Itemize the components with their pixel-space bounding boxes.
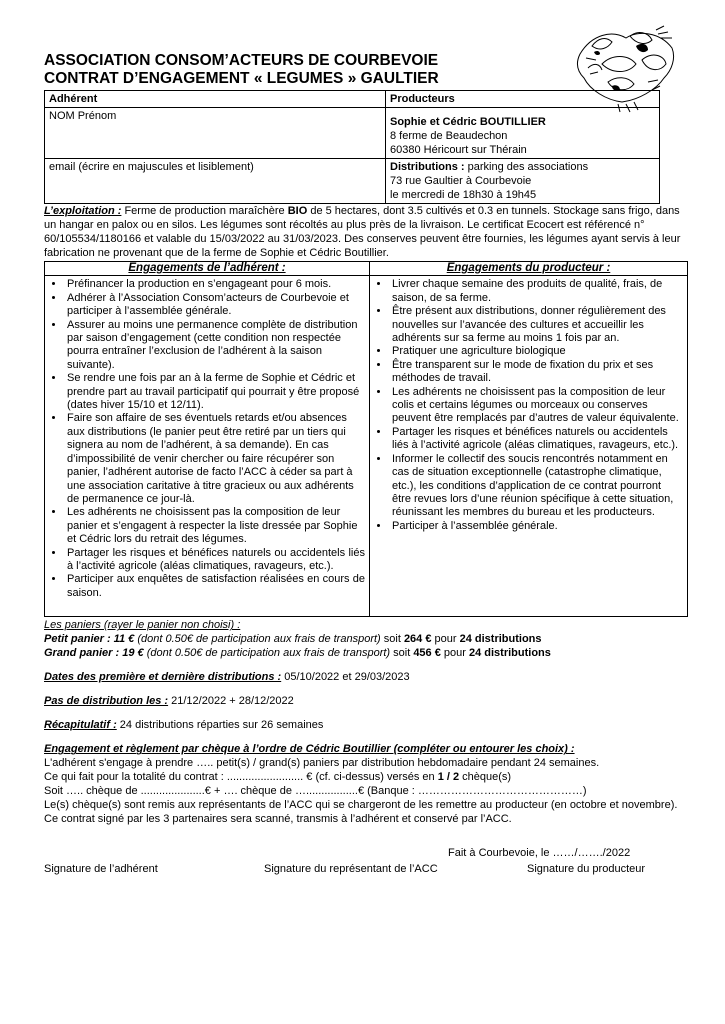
list-item: • Livrer chaque semaine des produits de qualité, frais, de saison, de sa ferme. [390,278,683,305]
exploitation-label: L’exploitation : [44,205,122,217]
cheque-count-choice[interactable]: 1 / 2 [437,771,460,784]
distributions-label: Distributions : [390,161,465,173]
exploitation-text2: de 5 hectares, dont 3.5 cultivés et 0.3 en tunnels. Stockage sans frigo, dans un hangar en palox ou en silos. Les légumes sont récoltés au plus près de la livraison. Le certificat Ecocert est référencé n° 60/105534/1180166 et valable du 15/03/2022 au 31/03/2023. Des conserves peuvent être fournies, les légumes ayant servis à leur fabrication ne provenant que de la ferme de Sophie et Cédric Boutillier. [44,205,681,259]
grand-panier-label: Grand panier : 19 € [44,647,144,660]
exploitation-paragraph [44,204,684,260]
grand-distributions: 24 distributions [468,647,551,660]
reglement-line2-text: Ce qui fait pour la totalité du contrat : ......................... € (cf. ci-dessus) versés en [44,771,438,784]
list-item: • Se rendre une fois par an à la ferme de Sophie et Cédric et prendre part au travail participatif qui pourrait y être proposé (dates hiver 15/10 et 12/11). [65,372,365,412]
signature-acc[interactable]: Signature du représentant de l’ACC [264,863,438,876]
email-field[interactable]: email (écrire en majuscules et lisiblement) [45,159,386,204]
reglement-line5: Ce contrat signé par les 3 partenaires sera scanné, transmis à l’adhérent et conservé par l’ACC. [44,813,512,826]
list-item: • Partager les risques et bénéfices naturels ou accidentels liés à l’activité agricole (aléas climatiques, ravageurs, etc.). [390,426,683,453]
signatures-row [44,863,684,879]
parties-table [44,90,660,204]
distributions-info [386,159,660,204]
grand-total: 456 € [413,647,441,660]
grand-panier-note: (dont 0.50€ de participation aux frais de transport) [143,647,391,660]
adherent-header: Adhérent [45,91,386,108]
petit-soit: soit [380,633,404,646]
petit-total: 264 € [403,633,432,646]
reglement-line2[interactable] [44,770,684,784]
title-association: ASSOCIATION CONSOM’ACTEURS DE COURBEVOIE [44,52,439,69]
fait-a-row [44,847,684,863]
petit-panier-line[interactable] [44,632,684,646]
distributions-place: parking des associations [464,161,589,173]
list-item: • Les adhérents ne choisissent pas la composition de leur panier et s’engagent à respecter la liste dressée par Sophie et Cédric lors du retrait des légumes. [65,506,365,546]
engagements-producteur-cell [370,276,688,617]
list-item: • Assurer au moins une permanence complète de distribution par saison d’engagement (cette condition non respectée pourra entraîner l’exclusion de l’adhérent à la saison suivante). [65,319,365,373]
exploitation-bio: BIO [287,205,308,217]
engagements-producteur-header: Engagements du producteur : [370,262,688,276]
recapitulatif-value: 24 distributions réparties sur 26 semaines [116,719,324,732]
petit-panier-label: Petit panier : 11 € [44,633,135,646]
list-item: • Pratiquer une agriculture biologique [390,345,683,358]
fait-a-courbevoie[interactable]: Fait à Courbevoie, le ……/……./2022 [448,847,631,860]
engagements-adherent-header: Engagements de l’adhérent : [45,262,370,276]
adherent-list [49,278,365,600]
engagements-table [44,261,688,617]
dates-label: Dates des première et dernière distributions : [44,671,282,684]
grand-soit: soit [390,647,414,660]
signature-adherent[interactable]: Signature de l’adhérent [44,863,158,876]
reglement-label-line [44,742,684,756]
grand-panier-line[interactable] [44,646,684,660]
reglement-line1[interactable]: L'adhérent s'engage à prendre ….. petit(s) / grand(s) paniers par distribution hebdomadaire pendant 24 semaines. [44,757,600,770]
list-item: • Partager les risques et bénéfices naturels ou accidentels liés à l’activité agricole (aléas climatiques, ravageurs, etc.). [65,547,365,574]
petit-distributions: 24 distributions [459,633,542,646]
producer-info [386,108,660,159]
pas-distribution-value: 21/12/2022 + 28/12/2022 [168,695,294,708]
producer-address1: 8 ferme de Beaudechon [390,130,508,142]
producer-address2: 60380 Héricourt sur Thérain [390,144,527,156]
signature-producteur[interactable]: Signature du producteur [527,863,646,876]
list-item: • Être transparent sur le mode de fixation du prix et ses méthodes de travail. [390,359,683,386]
list-item: • Préfinancer la production en s’engageant pour 6 mois. [65,278,365,291]
contract-page [44,52,684,879]
recapitulatif-line [44,718,684,732]
pas-distribution-label: Pas de distribution les : [44,695,169,708]
paniers-label [44,618,684,632]
recapitulatif-label: Récapitulatif : [44,719,117,732]
list-item: • Les adhérents ne choisissent pas la composition de leur colis et certains légumes ou morceaux ou conserves peuvent être remplacés par d’autres de valeur équivalente. [390,386,683,426]
petit-panier-note: (dont 0.50€ de participation aux frais de transport) [134,633,381,646]
producteurs-header: Producteurs [386,91,660,108]
list-item: • Être présent aux distributions, donner régulièrement des nouvelles sur l’avancée des cultures et accueillir les adhérents sur sa ferme au moins 1 fois par an. [390,305,683,345]
dates-line [44,670,684,684]
distributions-address: 73 rue Gaultier à Courbevoie [390,175,532,187]
producteur-list [374,278,683,533]
nom-prenom-field[interactable]: NOM Prénom [45,108,386,159]
grand-pour: pour [440,647,469,660]
producer-name: Sophie et Cédric BOUTILLIER [390,116,546,128]
reglement-line2-end: chèque(s) [459,771,512,784]
distributions-time: le mercredi de 18h30 à 19h45 [390,189,537,201]
pas-distribution-line [44,694,684,708]
reglement-line3[interactable]: Soit ….. chèque de .....................€ + …. chèque de ….................€ (Banque : ………………………………………) [44,785,587,798]
dates-value: 05/10/2022 et 29/03/2023 [281,671,410,684]
engagements-adherent-cell [45,276,370,617]
list-item: • Faire son affaire de ses éventuels retards et/ou absences aux distributions (le panier peut être retiré par un tiers qui signera au nom de l’adhérent, à sa demande). En cas d’impossibilité de venir chercher ou faire récupérer son panier, l’adhérent autorise de facto l’ACC à céder sa part à une association caritative à titre gracieux ou aux adhérents de permanence ce jour-là. [65,412,365,506]
petit-pour: pour [431,633,460,646]
list-item: • Participer à l’assemblée générale. [390,520,683,533]
reglement-line4: Le(s) chèque(s) sont remis aux représentants de l’ACC qui se chargeront de les remettre au producteur (en octobre et novembre). [44,799,678,812]
list-item: • Participer aux enquêtes de satisfaction réalisées en cours de saison. [65,573,365,600]
list-item: • Informer le collectif des soucis rencontrés notamment en cas de situation exceptionnelle (catastrophe climatique, etc.), les conditions d’application de ce contrat pourront être revues lors d’une réunion spécifique à cette situation, réunissant les membres du bureau et les producteurs. [390,453,683,520]
paniers-label-text: Les paniers (rayer le panier non choisi) : [44,619,241,632]
list-item: • Adhérer à l’Association Consom’acteurs de Courbevoie et participer à l’assemblée générale. [65,292,365,319]
reglement-label: Engagement et règlement par chèque à l’ordre de Cédric Boutillier (compléter ou entourer les choix) : [44,743,575,756]
exploitation-text1: Ferme de production maraîchère [121,205,288,217]
title-contract: CONTRAT D’ENGAGEMENT « LEGUMES » GAULTIER [44,70,439,87]
